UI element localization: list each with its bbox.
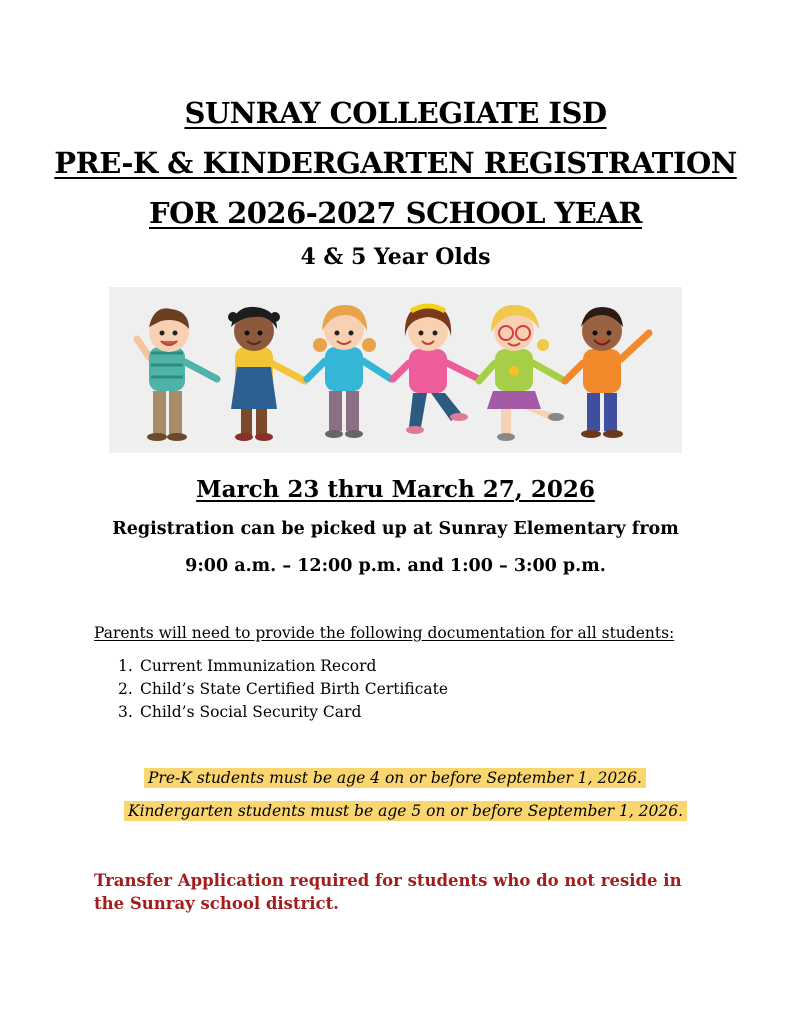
- district-title: SUNRAY COLLEGIATE ISD: [184, 96, 607, 130]
- school-year-title: FOR 2026-2027 SCHOOL YEAR: [149, 196, 642, 230]
- pickup-location: Registration can be picked up at Sunray Elementary from: [112, 519, 679, 539]
- kindergarten-age-requirement: Kindergarten students must be age 5 on or before September 1, 2026.: [124, 801, 687, 821]
- child-1: [137, 308, 217, 441]
- program-title: PRE-K & KINDERGARTEN REGISTRATION: [54, 146, 737, 180]
- child-5: [479, 305, 565, 441]
- children-illustration: [109, 287, 682, 453]
- transfer-notice: Transfer Application required for students who do not reside in the Sunray school district.: [94, 871, 682, 913]
- list-item: 3. Child’s Social Security Card: [118, 703, 362, 721]
- documentation-list: [118, 657, 448, 726]
- child-4: [393, 305, 479, 434]
- child-3: [307, 305, 391, 438]
- age-subtitle: 4 & 5 Year Olds: [300, 244, 491, 270]
- list-item: 2. Child’s State Certified Birth Certificate: [118, 680, 449, 698]
- pickup-hours: 9:00 a.m. – 12:00 p.m. and 1:00 – 3:00 p.m.: [185, 556, 606, 576]
- documentation-intro: Parents will need to provide the following documentation for all students:: [94, 624, 675, 642]
- child-2: [228, 307, 305, 441]
- registration-dates: March 23 thru March 27, 2026: [196, 476, 595, 503]
- prek-age-requirement: Pre-K students must be age 4 on or before September 1, 2026.: [144, 768, 646, 788]
- list-item: 1. Current Immunization Record: [118, 657, 377, 675]
- child-6: [565, 307, 649, 438]
